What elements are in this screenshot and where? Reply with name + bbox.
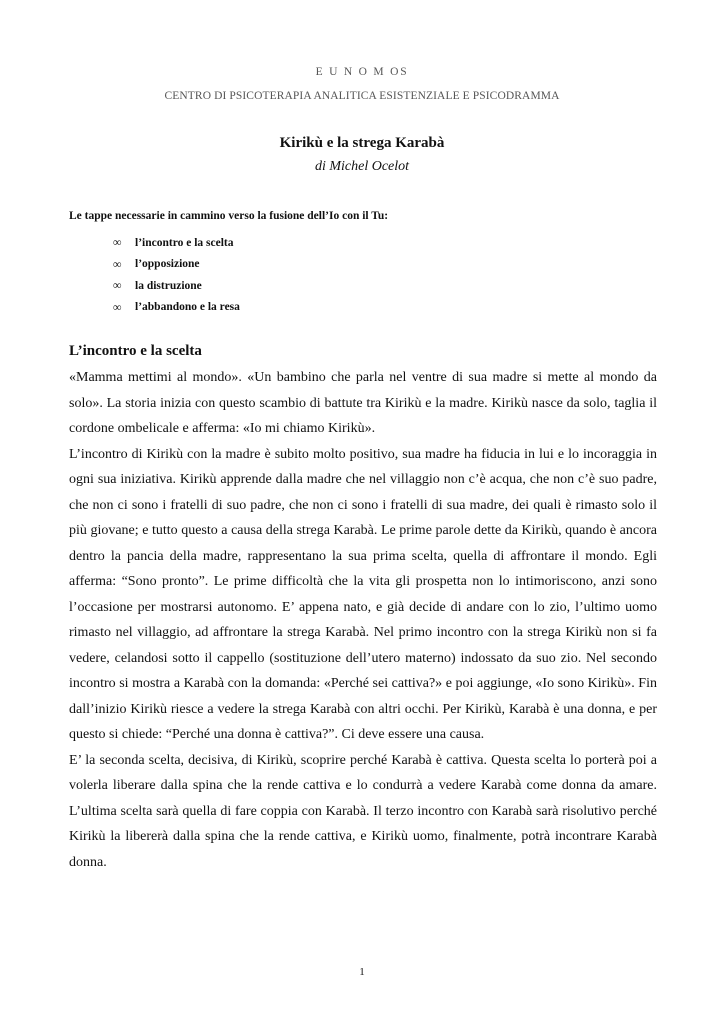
step-label: l’abbandono e la resa (135, 301, 240, 314)
infinity-bullet-icon: ∞ (113, 256, 122, 271)
step-label: la distruzione (135, 279, 202, 292)
infinity-bullet-icon: ∞ (113, 235, 122, 250)
infinity-bullet-icon: ∞ (113, 299, 122, 314)
body-paragraph: E’ la seconda scelta, decisiva, di Kirikù, scoprire perché Karabà è cattiva. Questa scelta lo porterà poi a volerla liberare dalla spina che la rende cattiva e lo condurrà a vedere Karabà come donna da amare. L’ultima scelta sarà quella di fare coppia con Karabà. Il terzo incontro con Karabà sarà risolutivo perché Kirikù la libererà dalla spina che la rende cattiva, e Kirikù uomo, finalmente, potrà incontrare Karabà donna. (69, 752, 657, 870)
organization-subtitle: CENTRO DI PSICOTERAPIA ANALITICA ESISTENZIALE E PSICODRAMMA (164, 90, 560, 102)
steps-heading: Le tappe necessarie in cammino verso la fusione dell’Io con il Tu: (69, 210, 389, 222)
list-item (113, 297, 240, 319)
body-paragraph: «Mamma mettimi al mondo». «Un bambino che parla nel ventre di sua madre si mette al mondo da solo». La storia inizia con questo scambio di battute tra Kirikù e la madre. Kirikù nasce da solo, taglia il cordone ombelicale e afferma: «Io mi chiamo Kirikù». (69, 370, 657, 436)
list-item (113, 254, 240, 276)
page-number: 1 (359, 966, 365, 978)
step-label: l’opposizione (135, 258, 200, 271)
step-label: l’incontro e la scelta (135, 236, 234, 249)
list-item (113, 232, 240, 254)
organization-name: E U N O M OS (315, 66, 409, 78)
document-title: Kirikù e la strega Karabà (279, 135, 445, 151)
list-item (113, 275, 240, 297)
steps-list (113, 232, 240, 318)
infinity-bullet-icon: ∞ (113, 278, 122, 293)
document-author: di Michel Ocelot (314, 159, 410, 174)
section-heading: L’incontro e la scelta (69, 343, 202, 359)
body-paragraph: L’incontro di Kirikù con la madre è subito molto positivo, sua madre ha fiducia in lui e lo incoraggia in ogni sua iniziativa. Kirikù apprende dalla madre che nel villaggio non c’è acqua, che non c’è suo padre, che non ci sono i fratelli di suo padre, che non ci sono i fratelli di sua madre, dei quali è rimasto solo il più giovane; e tutto questo a causa della strega Karabà. Le prime parole dette da Kirikù, quando è ancora dentro la pancia della madre, rappresentano la sua prima scelta, quella di affrontare il mondo. Egli afferma: “Sono pronto”. Le prime difficoltà che la vita gli prospetta non lo intimoriscono, anzi sono l’occasione per mostrarsi autonomo. E’ appena nato, e già decide di andare con lo zio, l’ultimo uomo rimasto nel villaggio, ad affrontare la strega Karabà. Nel primo incontro con la strega Kirikù non si fa vedere, celandosi sotto il cappello (sostituzione dell’utero materno) indossato da suo zio. Nel secondo incontro si mostra a Karabà con la domanda: «Perché sei cattiva?» e poi aggiunge, «Io sono Kirikù». Fin dall’inizio Kirikù riesce a vedere la strega Karabà con altri occhi. Per Kirikù, Karabà è una donna, e per questo si chiede: “Perché una donna è cattiva?”. Ci deve essere una causa. (69, 446, 657, 742)
section-body (69, 365, 657, 875)
